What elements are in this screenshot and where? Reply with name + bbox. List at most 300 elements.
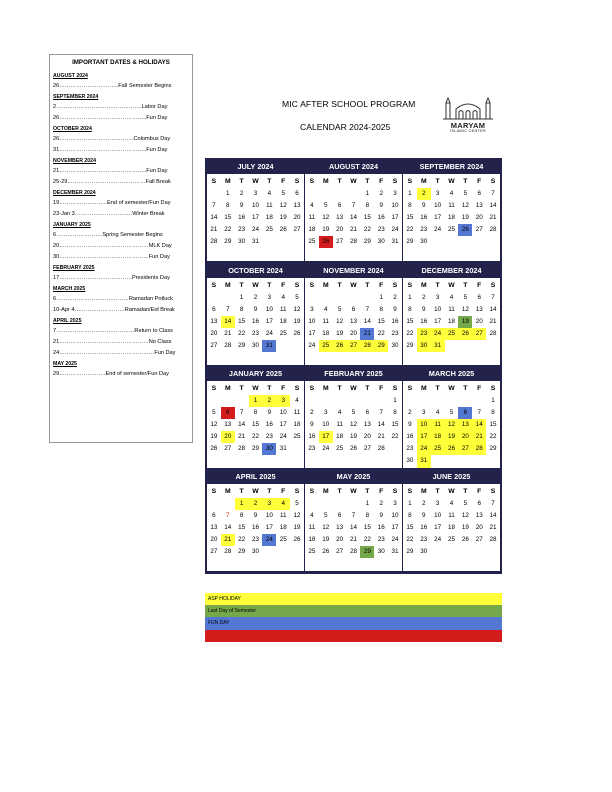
day-cell: 3 xyxy=(267,294,272,301)
day-cell: 24 xyxy=(434,226,442,234)
empty-cell xyxy=(207,292,221,304)
day-cell: 14 xyxy=(377,421,385,429)
day-cell: 14 xyxy=(224,524,232,532)
weekday-letter: T xyxy=(239,384,244,392)
month-title: NOVEMBER 2024 xyxy=(305,264,402,278)
day-cell: 27 xyxy=(475,226,483,234)
day-cell: 2 xyxy=(262,395,276,407)
day-cell: 13 xyxy=(336,524,344,532)
day-cell: 23 xyxy=(308,445,316,453)
weekday-letter: F xyxy=(379,487,384,495)
day-cell: 5 xyxy=(351,409,356,417)
empty-cell xyxy=(333,292,347,304)
day-cell: 20 xyxy=(458,431,472,443)
day-cell: 23 xyxy=(406,445,414,453)
day-cell: 2 xyxy=(422,500,426,507)
day-cell: 29 xyxy=(406,548,414,556)
day-cell: 27 xyxy=(224,445,232,453)
empty-cell xyxy=(235,395,249,407)
day-cell: 8 xyxy=(365,512,370,520)
weekday-letter: S xyxy=(392,281,398,289)
sidebar-date-entry: 10-Apr 4………………………Ramadan/Eid Break xyxy=(53,307,175,313)
day-cell: 30 xyxy=(420,238,428,246)
weekday-header xyxy=(207,381,304,395)
day-cell: 21 xyxy=(489,524,497,532)
day-cell: 12 xyxy=(322,524,330,532)
day-cell: 11 xyxy=(448,202,455,210)
day-cell: 1 xyxy=(408,190,412,197)
day-cell: 10 xyxy=(265,306,273,314)
day-cell: 22 xyxy=(238,330,246,338)
day-cell: 15 xyxy=(251,421,259,429)
day-cell: 20 xyxy=(475,214,483,222)
sidebar-date-entry: 26………………………………….Colombus Day xyxy=(53,136,171,142)
day-cell: 26 xyxy=(293,330,301,338)
day-cell: 29 xyxy=(489,445,497,453)
day-cell: 3 xyxy=(393,190,397,197)
month-block xyxy=(403,367,500,468)
empty-cell xyxy=(221,292,235,304)
day-cell: 1 xyxy=(226,190,230,197)
day-cell: 18 xyxy=(431,431,445,443)
day-cell: 29 xyxy=(363,238,371,246)
day-cell: 9 xyxy=(408,421,412,429)
day-cell: 30 xyxy=(251,342,259,350)
day-cell: 11 xyxy=(448,512,455,520)
day-cell: 11 xyxy=(431,419,445,431)
sidebar-month-heading: MARCH 2025 xyxy=(53,286,86,292)
day-cell: 8 xyxy=(226,202,230,210)
day-cell: 21 xyxy=(210,226,218,234)
day-cell: 26 xyxy=(210,445,218,453)
weekday-letter: W xyxy=(350,281,357,289)
day-cell: 4 xyxy=(276,498,290,510)
day-cell: 6 xyxy=(295,190,299,197)
day-cell: 31 xyxy=(262,340,276,352)
weekday-letter: T xyxy=(463,281,468,289)
day-cell: 14 xyxy=(349,524,357,532)
day-cell: 28 xyxy=(360,340,374,352)
empty-cell xyxy=(319,292,333,304)
day-cell: 8 xyxy=(408,306,412,314)
important-dates-list xyxy=(53,73,189,377)
day-cell: 24 xyxy=(251,226,259,234)
day-cell: 22 xyxy=(406,330,414,338)
day-cell: 29 xyxy=(374,340,388,352)
weekday-header xyxy=(403,174,500,188)
day-cell: 5 xyxy=(212,409,216,417)
day-cell: 28 xyxy=(224,548,232,556)
day-cell: 31 xyxy=(391,238,399,246)
day-cell: 19 xyxy=(293,318,301,326)
day-cell: 3 xyxy=(324,409,328,417)
day-cell: 16 xyxy=(238,214,246,222)
weekday-letter: W xyxy=(448,487,455,495)
day-cell: 15 xyxy=(377,318,385,326)
day-cell: 2 xyxy=(393,294,397,301)
important-dates-panel xyxy=(49,54,193,443)
weekday-letter: T xyxy=(267,384,272,392)
day-grid xyxy=(305,395,402,455)
sidebar-month-heading: NOVEMBER 2024 xyxy=(53,158,96,164)
day-cell: 24 xyxy=(417,443,431,455)
month-title: FEBRUARY 2025 xyxy=(305,367,402,381)
day-cell: 20 xyxy=(349,330,357,338)
day-cell: 11 xyxy=(279,306,287,314)
day-cell: 22 xyxy=(377,330,385,338)
weekday-letter: S xyxy=(294,487,300,495)
empty-cell xyxy=(305,292,319,304)
day-cell: 31 xyxy=(251,238,259,246)
legend-item: ASP HOLIDAY xyxy=(205,593,502,605)
day-cell: 31 xyxy=(391,548,399,556)
day-cell: 15 xyxy=(489,421,497,429)
weekday-letter: F xyxy=(379,281,384,289)
day-cell: 15 xyxy=(406,318,414,326)
empty-cell xyxy=(360,395,374,407)
day-cell: 13 xyxy=(293,202,301,210)
weekday-header xyxy=(403,381,500,395)
day-cell: 27 xyxy=(336,238,344,246)
day-cell: 6 xyxy=(351,306,356,314)
day-cell: 14 xyxy=(489,306,497,314)
month-block xyxy=(403,160,500,261)
weekday-letter: T xyxy=(337,487,342,495)
sidebar-date-entry: 6…………………….Spring Semester Begins xyxy=(53,232,163,238)
day-cell: 6 xyxy=(212,306,216,314)
weekday-letter: S xyxy=(309,177,315,185)
weekday-header xyxy=(305,381,402,395)
day-cell: 7 xyxy=(365,306,370,314)
day-cell: 16 xyxy=(377,214,385,222)
day-grid xyxy=(207,498,304,558)
day-cell: 2 xyxy=(239,190,244,197)
day-cell: 28 xyxy=(210,238,218,246)
empty-cell xyxy=(221,395,235,407)
day-cell: 26 xyxy=(319,236,333,248)
day-cell: 28 xyxy=(349,238,357,246)
day-cell: 16 xyxy=(420,214,428,222)
sidebar-month-heading: JANUARY 2025 xyxy=(53,222,91,228)
weekday-header xyxy=(207,278,304,292)
day-cell: 7 xyxy=(477,409,481,417)
calendar-grid xyxy=(205,158,502,574)
month-title: JANUARY 2025 xyxy=(207,367,304,381)
day-cell: 2 xyxy=(379,500,383,507)
day-grid xyxy=(305,292,402,352)
day-cell: 19 xyxy=(210,433,218,441)
empty-cell xyxy=(417,395,431,407)
day-cell: 14 xyxy=(363,318,371,326)
day-cell: 1 xyxy=(249,395,263,407)
day-cell: 10 xyxy=(265,512,273,520)
day-cell: 28 xyxy=(224,342,232,350)
empty-cell xyxy=(374,395,388,407)
day-cell: 25 xyxy=(265,226,273,234)
day-cell: 21 xyxy=(360,328,374,340)
day-cell: 7 xyxy=(491,294,495,301)
day-cell: 13 xyxy=(349,318,357,326)
day-cell: 16 xyxy=(406,433,414,441)
day-cell: 27 xyxy=(336,548,344,556)
day-cell: 26 xyxy=(349,445,357,453)
day-cell: 12 xyxy=(461,306,469,314)
day-cell: 2 xyxy=(422,294,426,301)
day-cell: 17 xyxy=(434,214,442,222)
important-dates-title: IMPORTANT DATES & HOLIDAYS xyxy=(72,59,170,66)
weekday-letter: M xyxy=(420,384,427,392)
sidebar-month-heading: DECEMBER 2024 xyxy=(53,190,96,196)
day-cell: 14 xyxy=(489,512,497,520)
month-block xyxy=(305,264,402,365)
day-cell: 26 xyxy=(322,548,330,556)
day-cell: 9 xyxy=(422,306,426,314)
day-cell: 21 xyxy=(377,433,385,441)
sidebar-date-entry: 19……………………..End of semester/Fun Day xyxy=(53,200,171,206)
day-cell: 1 xyxy=(365,500,370,507)
day-cell: 30 xyxy=(420,548,428,556)
day-cell: 13 xyxy=(336,214,344,222)
day-cell: 30 xyxy=(406,457,414,465)
day-cell: 18 xyxy=(447,318,455,326)
day-cell: 29 xyxy=(251,445,259,453)
weekday-letter: S xyxy=(211,384,217,392)
empty-cell xyxy=(207,498,221,510)
day-cell: 7 xyxy=(491,190,495,197)
empty-cell xyxy=(445,395,459,407)
day-cell: 5 xyxy=(463,500,468,507)
day-cell: 30 xyxy=(262,443,276,455)
day-cell: 22 xyxy=(238,536,246,544)
day-cell: 22 xyxy=(224,226,232,234)
month-title: AUGUST 2024 xyxy=(305,160,402,174)
weekday-header xyxy=(403,484,500,498)
day-cell: 13 xyxy=(475,202,483,210)
day-cell: 1 xyxy=(491,397,495,404)
day-cell: 6 xyxy=(337,202,342,210)
sidebar-month-heading: OCTOBER 2024 xyxy=(53,126,92,132)
weekday-letter: W xyxy=(350,384,357,392)
day-cell: 13 xyxy=(224,421,232,429)
day-cell: 27 xyxy=(347,340,361,352)
weekday-letter: S xyxy=(294,384,300,392)
day-cell: 11 xyxy=(448,306,455,314)
day-cell: 30 xyxy=(417,340,431,352)
weekday-letter: F xyxy=(477,487,482,495)
day-cell: 28 xyxy=(377,445,385,453)
day-cell: 14 xyxy=(472,419,486,431)
day-cell: 13 xyxy=(475,306,483,314)
empty-cell xyxy=(333,395,347,407)
empty-cell xyxy=(347,498,361,510)
weekday-letter: S xyxy=(392,177,398,185)
legend-item: Last Day of Semester xyxy=(205,605,502,617)
weekday-letter: F xyxy=(477,281,482,289)
day-cell: 13 xyxy=(475,512,483,520)
day-cell: 17 xyxy=(265,524,273,532)
weekday-letter: M xyxy=(224,177,231,185)
day-cell: 11 xyxy=(336,421,343,429)
day-cell: 26 xyxy=(458,224,472,236)
day-cell: 19 xyxy=(279,214,287,222)
weekday-letter: T xyxy=(267,281,272,289)
day-cell: 4 xyxy=(324,306,328,314)
day-cell: 14 xyxy=(349,214,357,222)
empty-cell xyxy=(305,188,319,200)
sidebar-date-entry: 26………………………………………..Fun Day xyxy=(53,115,168,121)
weekday-letter: W xyxy=(252,281,259,289)
day-cell: 28 xyxy=(238,445,246,453)
day-cell: 17 xyxy=(251,214,259,222)
weekday-letter: M xyxy=(420,487,427,495)
day-grid xyxy=(207,395,304,455)
day-cell: 10 xyxy=(251,202,259,210)
day-cell: 10 xyxy=(434,202,442,210)
day-cell: 20 xyxy=(221,431,235,443)
day-cell: 12 xyxy=(293,306,301,314)
day-cell: 23 xyxy=(251,330,259,338)
day-cell: 7 xyxy=(226,306,230,314)
weekday-letter: F xyxy=(281,281,286,289)
legend xyxy=(205,593,502,642)
day-cell: 3 xyxy=(393,500,397,507)
day-cell: 6 xyxy=(458,407,472,419)
day-cell: 5 xyxy=(337,306,342,314)
day-cell: 27 xyxy=(363,445,371,453)
day-cell: 18 xyxy=(293,421,301,429)
sidebar-month-heading: MAY 2025 xyxy=(53,361,77,367)
day-cell: 26 xyxy=(333,340,347,352)
month-title: MAY 2025 xyxy=(305,470,402,484)
month-block xyxy=(403,470,500,571)
day-cell: 24 xyxy=(322,445,330,453)
empty-cell xyxy=(207,395,221,407)
day-cell: 22 xyxy=(363,226,371,234)
empty-cell xyxy=(305,395,319,407)
day-cell: 13 xyxy=(210,318,218,326)
weekday-letter: S xyxy=(211,281,217,289)
empty-cell xyxy=(221,498,235,510)
day-cell: 18 xyxy=(447,214,455,222)
weekday-header xyxy=(403,278,500,292)
empty-cell xyxy=(333,188,347,200)
day-cell: 26 xyxy=(461,536,469,544)
day-cell: 31 xyxy=(279,445,287,453)
weekday-letter: T xyxy=(365,177,370,185)
day-cell: 5 xyxy=(324,512,328,520)
day-cell: 16 xyxy=(420,318,428,326)
day-cell: 11 xyxy=(308,524,316,532)
day-cell: 18 xyxy=(336,433,344,441)
day-cell: 24 xyxy=(391,226,399,234)
day-cell: 3 xyxy=(435,294,440,301)
weekday-letter: S xyxy=(294,281,300,289)
day-cell: 4 xyxy=(310,512,314,520)
weekday-letter: S xyxy=(294,177,300,185)
day-cell: 17 xyxy=(265,318,273,326)
empty-cell xyxy=(458,395,472,407)
weekday-letter: M xyxy=(322,384,329,392)
day-cell: 17 xyxy=(279,421,287,429)
month-block xyxy=(207,367,304,468)
weekday-letter: T xyxy=(239,281,244,289)
day-cell: 10 xyxy=(308,318,316,326)
day-cell: 24 xyxy=(434,536,442,544)
day-cell: 24 xyxy=(391,536,399,544)
day-cell: 22 xyxy=(406,536,414,544)
day-cell: 19 xyxy=(322,536,330,544)
empty-cell xyxy=(347,292,361,304)
day-cell: 4 xyxy=(267,190,272,197)
day-cell: 15 xyxy=(224,214,232,222)
weekday-letter: W xyxy=(448,177,455,185)
weekday-letter: F xyxy=(379,384,384,392)
weekday-letter: T xyxy=(337,384,342,392)
day-cell: 18 xyxy=(265,214,273,222)
day-cell: 12 xyxy=(322,214,330,222)
day-cell: 18 xyxy=(308,536,316,544)
day-cell: 20 xyxy=(336,226,344,234)
day-cell: 24 xyxy=(279,433,287,441)
day-cell: 6 xyxy=(477,500,481,507)
day-cell: 26 xyxy=(279,226,287,234)
day-cell: 10 xyxy=(417,419,431,431)
weekday-letter: S xyxy=(490,384,496,392)
day-cell: 25 xyxy=(308,548,316,556)
sidebar-month-heading: SEPTEMBER 2024 xyxy=(53,94,99,100)
day-grid xyxy=(403,395,500,468)
day-cell: 16 xyxy=(377,524,385,532)
day-cell: 4 xyxy=(449,190,454,197)
day-cell: 7 xyxy=(239,409,244,417)
day-cell: 23 xyxy=(420,226,428,234)
weekday-letter: S xyxy=(392,384,398,392)
day-cell: 16 xyxy=(420,524,428,532)
day-cell: 2 xyxy=(249,498,263,510)
weekday-letter: M xyxy=(224,281,231,289)
empty-cell xyxy=(319,395,333,407)
day-cell: 21 xyxy=(238,433,246,441)
weekday-letter: F xyxy=(379,177,384,185)
day-cell: 23 xyxy=(420,536,428,544)
day-cell: 12 xyxy=(293,512,301,520)
day-cell: 4 xyxy=(281,294,285,301)
weekday-letter: S xyxy=(392,487,398,495)
day-cell: 18 xyxy=(308,226,316,234)
empty-cell xyxy=(472,395,486,407)
weekday-letter: S xyxy=(490,487,496,495)
day-cell: 8 xyxy=(491,409,495,417)
day-cell: 15 xyxy=(363,524,371,532)
day-cell: 10 xyxy=(391,512,399,520)
day-cell: 9 xyxy=(267,409,272,417)
month-block xyxy=(305,367,402,468)
day-cell: 9 xyxy=(393,306,397,314)
weekday-letter: M xyxy=(224,384,231,392)
day-cell: 17 xyxy=(434,524,442,532)
month-title: JUNE 2025 xyxy=(403,470,500,484)
day-cell: 12 xyxy=(349,421,357,429)
empty-cell xyxy=(431,395,445,407)
sidebar-month-heading: AUGUST 2024 xyxy=(53,73,88,79)
sidebar-month-heading: FEBRUARY 2025 xyxy=(53,265,95,271)
day-cell: 26 xyxy=(445,443,459,455)
day-cell: 19 xyxy=(458,316,472,328)
month-block xyxy=(403,264,500,365)
day-cell: 20 xyxy=(293,214,301,222)
day-grid xyxy=(207,188,304,248)
day-cell: 16 xyxy=(265,421,273,429)
